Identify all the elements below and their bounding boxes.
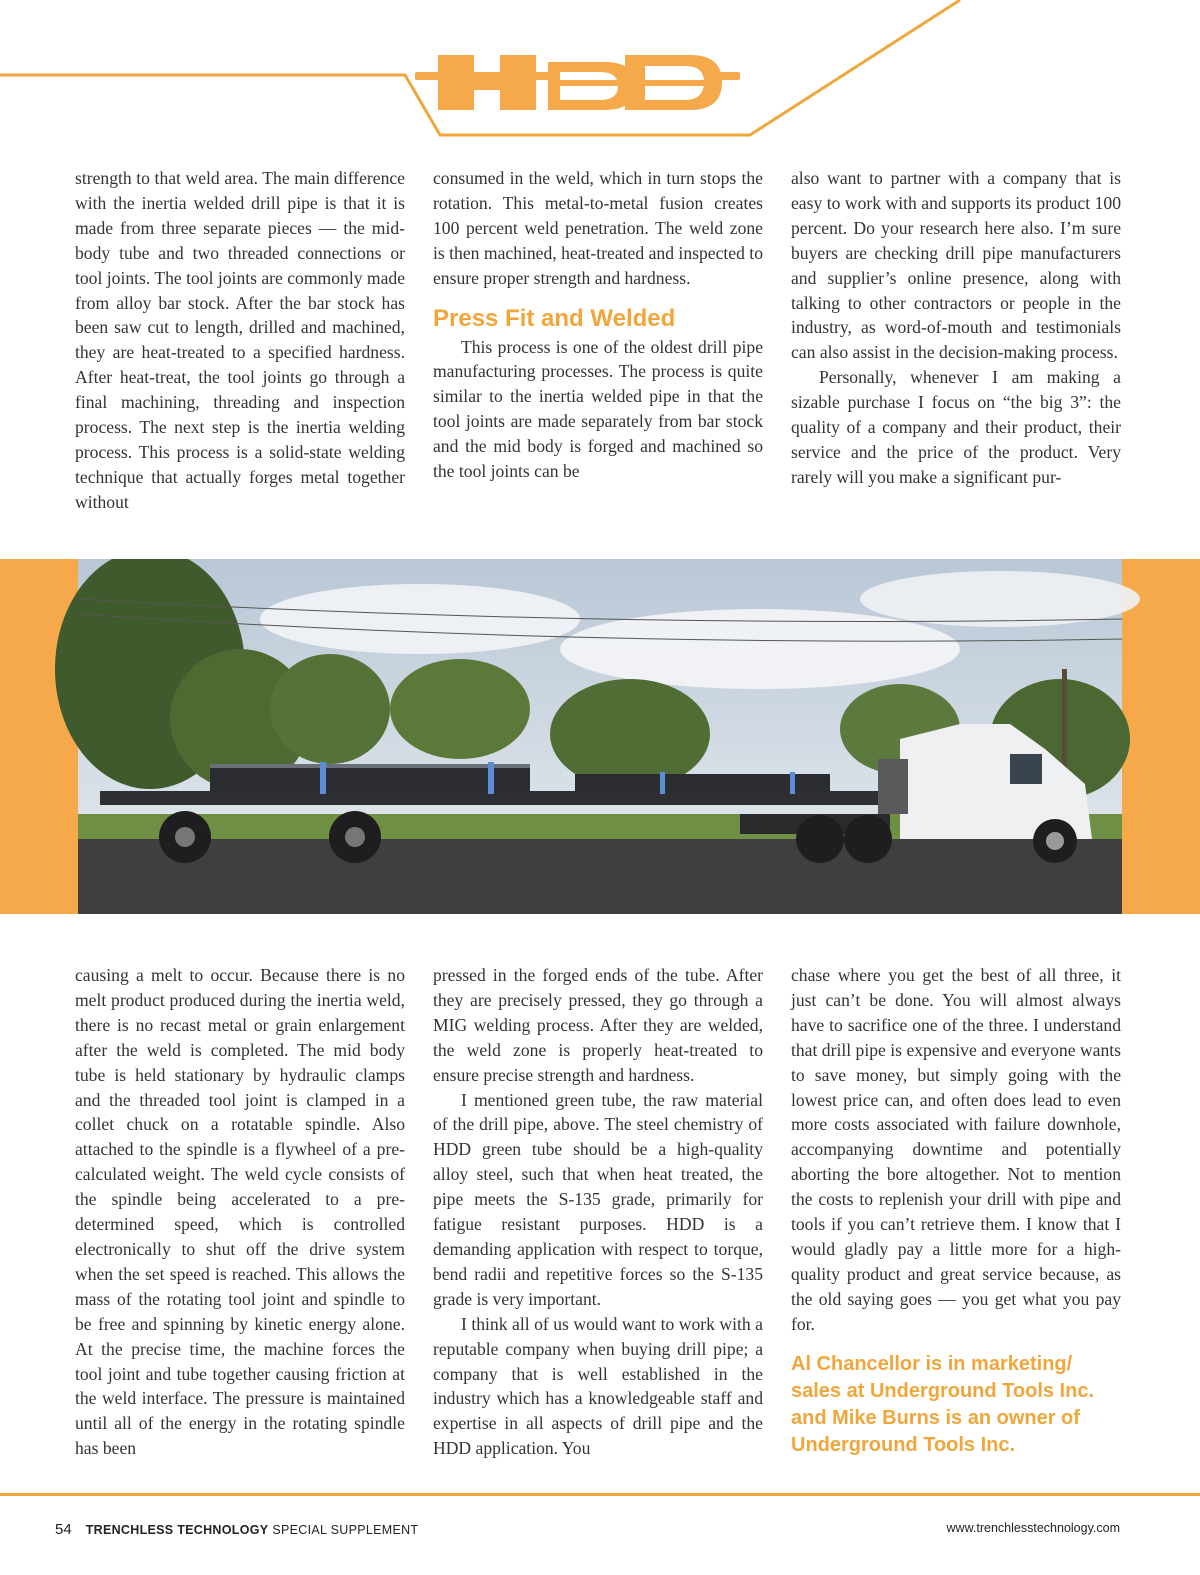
hdd-logo (415, 55, 740, 110)
hdd-logo-text: HDD (0, 0, 3, 1)
top-column-1 (75, 166, 405, 515)
author-bio: Al Chancellor is in marketing/ sales at Underground Tools Inc. and Mike Burns is an owner of Underground Tools Inc. (791, 1352, 1095, 1456)
page-number: 54 (55, 1521, 72, 1538)
paragraph: strength to that weld area. The main difference with the inertia welded drill pipe is that it is made from three separate pieces — the mid-body tube and two threaded connections or tool joints. The tool joints are commonly made from alloy bar stock. After the bar stock has been saw cut to length, drilled and machined, they are heat-treated to a specified hardness. After heat-treat, the tool joints go through a final machining, threading and inspection process. The next step is the inertia welding process. This process is a solid-state welding technique that actually forges metal together without (75, 168, 406, 512)
publication-name: TRENCHLESS TECHNOLOGY (85, 1523, 269, 1537)
top-column-2 (433, 166, 763, 484)
header-ornament (0, 0, 1200, 140)
paragraph: This process is one of the oldest drill pipe manufacturing processes. The process is quite similar to the inertia welded pipe in that the tool joints are made separately from bar stock and the mid body is forged and machined so the tool joints can be (433, 336, 763, 482)
paragraph: pressed in the forged ends of the tube. After they are precisely pressed, they go through a MIG welding process. After they are welded, the weld zone is properly heat-treated to ensure precise strength and hardness. (433, 965, 763, 1085)
truck-photo (0, 559, 1200, 914)
bottom-column-1 (75, 963, 405, 1461)
top-column-3 (791, 166, 1121, 490)
paragraph: causing a melt to occur. Because there is no melt product produced during the inertia weld, there is no recast metal or grain enlargement after the weld is completed. The mid body tube is held stationary by hydraulic clamps and the threaded tool joint is clamped in a collet chuck on a rotatable spindle. Also attached to the spindle is a flywheel of a pre-calculated weight. The weld cycle consists of the spindle being accelerated to a pre-determined speed, which is controlled electronically to shut off the drive system when the set speed is reached. This allows the mass of the rotating tool joint and spindle to be free and spinning by kinetic energy alone. At the precise time, the machine forces the tool joint and tube together causing friction at the weld interface. The pressure is maintained until all of the energy in the rotating spindle has been (75, 965, 405, 1459)
paragraph: chase where you get the best of all three, it just can’t be done. You will almost always have to sacrifice one of the three. I understand that drill pipe is expensive and everyone wants to save money, but simply going with the lowest price can, and often does lead to even more costs associated with failure downhole, accompanying downtime and potentially aborting the bore altogether. Not to mention the costs to replenish your drill with pipe and tools if you can’t retrieve them. I know that I would gladly pay a little more for a high-quality product and great service because, as the old saying goes — you get what you pay for. (791, 965, 1121, 1334)
paragraph: I mentioned green tube, the raw material of the drill pipe, above. The steel chemistry of HDD green tube should be a high-quality alloy steel, such that when heat treated, the pipe meets the S-135 grade, primarily for fatigue resistant purposes. HDD is a demanding application with respect to torque, bend radii and repetitive forces so the S-135 grade is very important. (433, 1089, 763, 1309)
paragraph: also want to partner with a company that is easy to work with and supports its product 100 percent. Do your research here also. I’m sure buyers are checking drill pipe manufacturers and supplier’s online presence, along with talking to other contractors or people in the industry, as word-of-mouth and testimonials can also assist in the decision-making process. (791, 168, 1121, 363)
footer-rule (0, 1493, 1200, 1496)
bottom-column-3 (791, 963, 1121, 1459)
section-heading: Press Fit and Welded (433, 304, 676, 332)
paragraph: consumed in the weld, which in turn stops the rotation. This metal-to-metal fusion creates 100 percent weld penetration. The weld zone is then machined, heat-treated and inspected to ensure proper strength and hardness. (433, 168, 763, 288)
footer-url[interactable]: www.trenchlesstechnology.com (946, 1521, 1120, 1535)
footer-left (55, 1521, 418, 1538)
bottom-column-2 (433, 963, 763, 1461)
supplement-label: SPECIAL SUPPLEMENT (272, 1523, 419, 1537)
paragraph: Personally, whenever I am making a sizable purchase I focus on “the big 3”: the quality of a company and their product, their service and the price of the product. Very rarely will you make a significant pur- (791, 367, 1121, 487)
photo-side-bar-right (1122, 559, 1200, 914)
paragraph: I think all of us would want to work with a reputable company when buying drill pipe; a company that is well established in the industry which has a knowledgeable staff and expertise in all aspects of drill pipe and the HDD application. You (433, 1313, 763, 1459)
header-rule (0, 0, 960, 135)
